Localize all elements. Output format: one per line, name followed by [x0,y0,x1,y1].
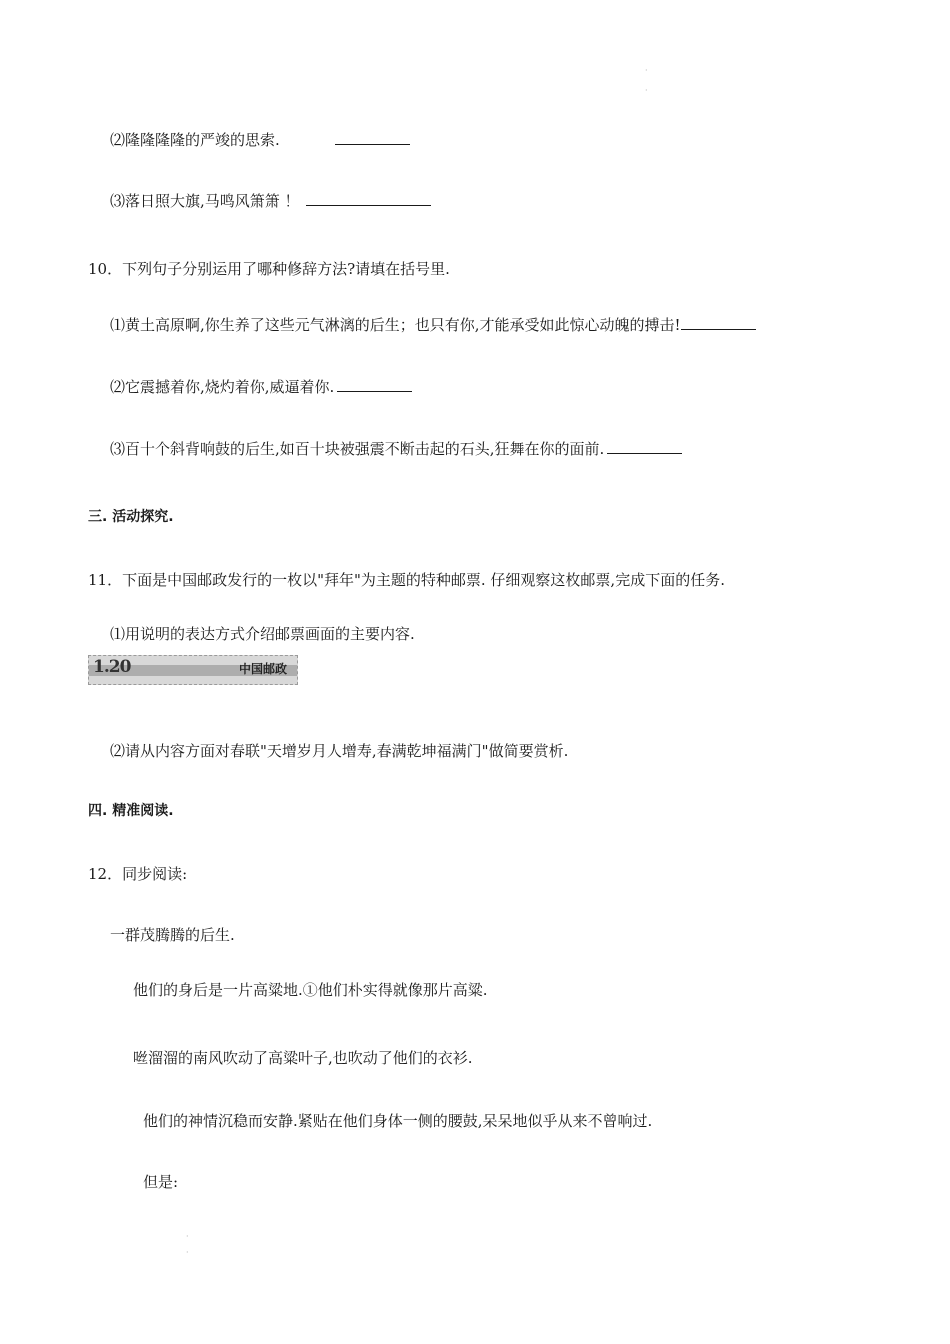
q12-stem: 12．同步阅读: [88,865,188,883]
q11-item-2: ⑵请从内容方面对春联"天增岁月人增寿,春满乾坤福满门"做简要赏析. [110,742,569,760]
scan-speck: · [645,86,648,95]
scan-speck: · [645,66,648,75]
q11-stem: 11．下面是中国邮政发行的一枚以"拜年"为主题的特种邮票. 仔细观察这枚邮票,完成下面的任务. [88,571,725,589]
passage-paragraph: 咝溜溜的南风吹动了高粱叶子,也吹动了他们的衣衫. [133,1049,473,1067]
answer-blank[interactable] [337,377,412,392]
q10-item-3 [110,439,682,459]
q11-item-1: ⑴用说明的表达方式介绍邮票画面的主要内容. [110,625,415,643]
section-3-title: 三. 活动探究. [88,509,174,525]
section-4-title: 四. 精准阅读. [88,803,174,819]
passage-paragraph: 一群茂腾腾的后生. [110,926,235,944]
answer-blank[interactable] [306,191,431,206]
stamp-brand: 中国邮政 [238,662,287,676]
q10-stem: 10．下列句子分别运用了哪种修辞方法?请填在括号里. [88,260,450,278]
passage-paragraph: 他们的神情沉稳而安静.紧贴在他们身体一侧的腰鼓,呆呆地似乎从来不曾响过. [143,1112,653,1130]
q10-item-3-text: ⑶百十个斜背响鼓的后生,如百十块被强震不断击起的石头,狂舞在你的面前. [110,440,605,458]
passage-paragraph: 他们的身后是一片高粱地.①他们朴实得就像那片高粱. [133,981,488,999]
answer-blank[interactable] [607,439,682,454]
q9-item-3-text: ⑶落日照大旗,马鸣风箫箫 ！ [110,192,300,210]
q9-item-3 [110,191,431,211]
stamp-image [88,655,298,685]
scan-speck: · [186,1232,189,1241]
q9-item-2-text: ⑵隆隆隆隆的严竣的思索. [110,131,280,149]
q10-item-2 [110,377,412,397]
answer-blank[interactable] [335,130,410,145]
q10-item-2-text: ⑵它震撼着你,烧灼着你,威逼着你. [110,378,335,396]
q9-item-2 [110,130,410,150]
stamp-value: 1.20 [93,657,131,677]
q10-item-1 [110,315,756,335]
answer-blank[interactable] [681,315,756,330]
scan-speck: · [186,1248,189,1257]
q10-item-1-text: ⑴黄土高原啊,你生养了这些元气淋漓的后生；也只有你,才能承受如此惊心动魄的搏击! [110,316,681,334]
passage-paragraph: 但是: [143,1173,179,1191]
